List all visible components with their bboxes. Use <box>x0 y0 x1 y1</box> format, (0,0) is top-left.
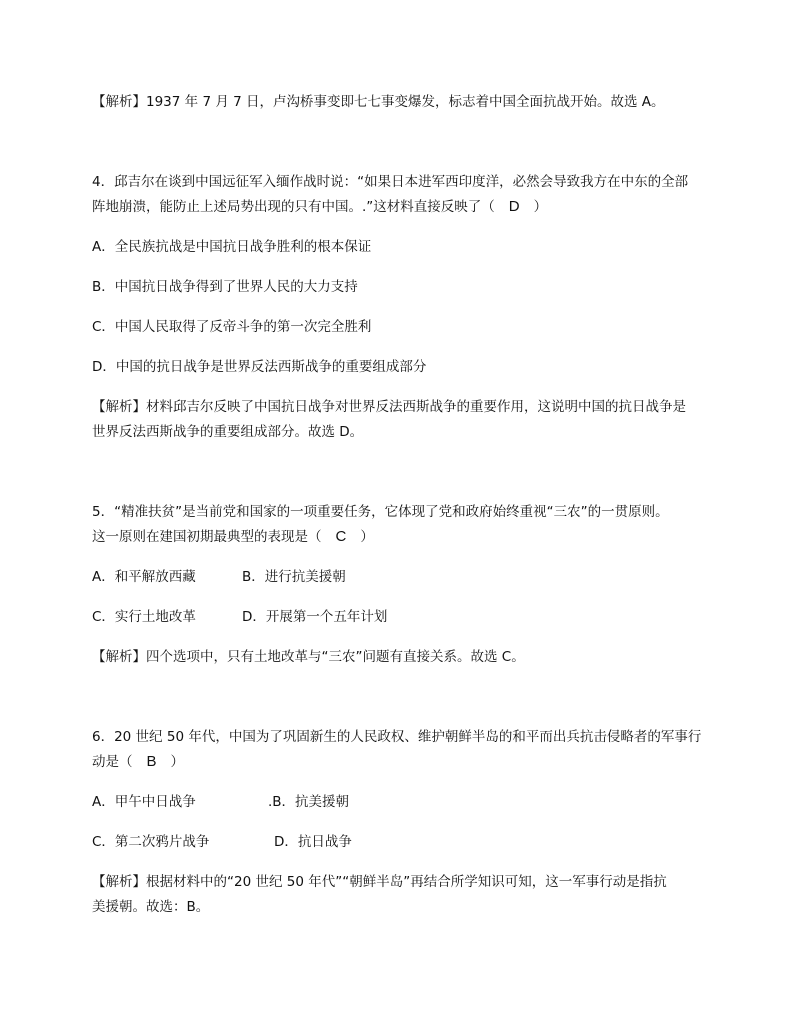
q6-stem-text: 动是（ <box>92 754 133 770</box>
q4-analysis-line1: 【解析】材料邱吉尔反映了中国抗日战争对世界反法西斯战争的重要作用，这说明中国的抗日战争是 <box>92 399 686 415</box>
q5-analysis: 【解析】四个选项中，只有土地改革与“三农”问题有直接关系。故选 C。 <box>92 649 525 665</box>
q4-analysis-line2: 世界反法西斯战争的重要组成部分。故选 D。 <box>92 424 364 440</box>
q4-option-b: B．中国抗日战争得到了世界人民的大力支持 <box>92 279 358 295</box>
q4-option-d: D．中国的抗日战争是世界反法西斯战争的重要组成部分 <box>92 359 427 375</box>
q6-options-row2 <box>92 832 352 852</box>
q6-option-a: A．甲午中日战争 <box>92 794 196 810</box>
q5-options-row1 <box>92 567 346 587</box>
q5-option-d: D．开展第一个五年计划 <box>242 609 388 625</box>
q6-analysis-line1: 【解析】根据材料中的“20 世纪 50 年代”“朝鲜半岛”再结合所学知识可知，这一军事行动是指抗 <box>92 874 667 890</box>
q5-option-a: A．和平解放西藏 <box>92 569 196 585</box>
q6-option-c: C．第二次鸦片战争 <box>92 834 210 850</box>
q5-options-row2 <box>92 607 387 627</box>
q6-option-b: .B．抗美援朝 <box>268 794 350 810</box>
q4-stem-text: 阵地崩溃，能防止上述局势出现的只有中国。.”这材料直接反映了（ <box>92 199 495 215</box>
q4-stem-line1: 4．邱吉尔在谈到中国远征军入缅作战时说：“如果日本进军西印度洋，必然会导致我方在中东的全部 <box>92 174 689 190</box>
q6-stem-line1: 6．20 世纪 50 年代，中国为了巩固新生的人民政权、维护朝鲜半岛的和平而出兵抗击侵略者的军事行 <box>92 729 702 745</box>
q4-stem-close: ） <box>533 199 548 215</box>
q5-option-c: C．实行土地改革 <box>92 609 196 625</box>
q6-stem-close: ） <box>170 754 185 770</box>
q4-option-a: A．全民族抗战是中国抗日战争胜利的根本保证 <box>92 239 372 255</box>
q6-stem-line2 <box>92 752 184 772</box>
q4-answer: D <box>508 198 520 215</box>
q3-analysis: 【解析】1937 年 7 月 7 日，卢沟桥事变即七七事变爆发，标志着中国全面抗战开始。故选 A。 <box>92 94 665 110</box>
q4-stem-line2 <box>92 197 547 217</box>
q6-options-row1 <box>92 792 349 812</box>
q5-answer: C <box>335 528 347 545</box>
q5-option-b: B．进行抗美援朝 <box>242 569 346 585</box>
q5-stem-line1: 5．“精准扶贫”是当前党和国家的一项重要任务，它体现了党和政府始终重视“三农”的一贯原则。 <box>92 504 669 520</box>
q6-option-d: D．抗日战争 <box>274 834 352 850</box>
q5-stem-close: ） <box>360 529 374 545</box>
q5-stem-line2 <box>92 527 374 547</box>
q6-answer: B <box>146 753 157 770</box>
q6-analysis-line2: 美援朝。故选：B。 <box>92 899 210 915</box>
q4-option-c: C．中国人民取得了反帝斗争的第一次完全胜利 <box>92 319 372 335</box>
q5-stem-text: 这一原则在建国初期最典型的表现是（ <box>92 529 322 545</box>
